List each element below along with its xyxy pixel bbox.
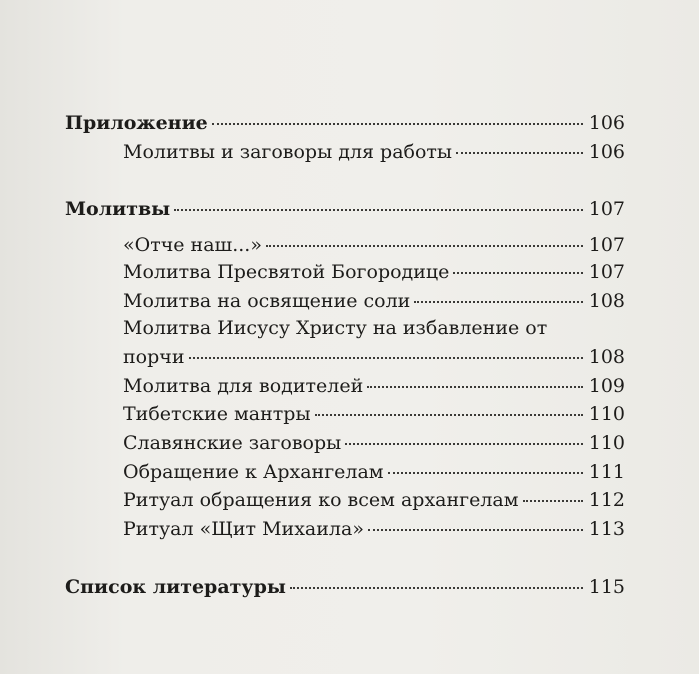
dot-leader <box>174 209 583 211</box>
dot-leader <box>189 357 583 359</box>
toc-item-title: Молитвы и заговоры для работы <box>123 141 453 163</box>
toc-page-number: 112 <box>588 489 625 511</box>
toc-item-title: порчи <box>123 346 185 368</box>
toc-section-title: Список литературы <box>65 576 286 598</box>
toc-item-title-line1[interactable]: Молитва Иисусу Христу на избавление от <box>123 317 548 339</box>
toc-section-appendix[interactable] <box>65 110 625 136</box>
toc-item-title: Молитва Пресвятой Богородице <box>123 261 450 283</box>
dot-leader <box>453 272 582 274</box>
dot-leader <box>456 152 583 154</box>
toc-section-bibliography[interactable] <box>65 574 625 600</box>
toc-item-title: Тибетские мантры <box>123 403 311 425</box>
toc-item[interactable] <box>123 459 625 485</box>
toc-item[interactable] <box>123 344 625 370</box>
toc-item-title: Ритуал обращения ко всем архангелам <box>123 489 519 511</box>
dot-leader <box>367 386 583 388</box>
toc-page-number: 111 <box>588 461 625 483</box>
toc-page-number: 108 <box>588 346 625 368</box>
toc-page-number: 109 <box>588 375 625 397</box>
toc-page-number: 110 <box>588 403 625 425</box>
toc-page-number: 107 <box>588 261 625 283</box>
toc-item[interactable] <box>123 516 625 542</box>
toc-item[interactable] <box>123 259 625 285</box>
toc-item[interactable] <box>123 232 625 258</box>
dot-leader <box>523 500 583 502</box>
dot-leader <box>212 123 583 125</box>
toc-item-title: Молитва на освящение соли <box>123 290 411 312</box>
dot-leader <box>368 529 583 531</box>
toc-item[interactable] <box>123 139 625 165</box>
toc-item-title: Славянские заговоры <box>123 432 342 454</box>
toc-page-number: 110 <box>588 432 625 454</box>
toc-item-title: Обращение к Архангелам <box>123 461 384 483</box>
toc-page-number: 108 <box>588 290 625 312</box>
dot-leader <box>388 472 583 474</box>
toc-item-title: Молитва для водителей <box>123 375 364 397</box>
toc-section-title: Молитвы <box>65 198 171 220</box>
toc-section-prayers[interactable] <box>65 196 625 222</box>
dot-leader <box>414 301 582 303</box>
toc-page-number: 106 <box>588 141 625 163</box>
dot-leader <box>290 587 583 589</box>
toc-page-number: 107 <box>588 234 625 256</box>
toc-item[interactable] <box>123 430 625 456</box>
toc-page-number: 107 <box>588 198 625 220</box>
dot-leader <box>315 414 583 416</box>
toc-page-number: 106 <box>588 112 625 134</box>
toc-item[interactable] <box>123 487 625 513</box>
toc-item[interactable] <box>123 401 625 427</box>
dot-leader <box>266 245 583 247</box>
toc-item[interactable] <box>123 288 625 314</box>
toc-item[interactable] <box>123 373 625 399</box>
toc-section-title: Приложение <box>65 112 208 134</box>
toc-page-number: 113 <box>588 518 625 540</box>
toc-page-number: 115 <box>588 576 625 598</box>
dot-leader <box>345 443 582 445</box>
toc-item-title: «Отче наш...» <box>123 234 262 256</box>
toc-item-title: Ритуал «Щит Михаила» <box>123 518 364 540</box>
